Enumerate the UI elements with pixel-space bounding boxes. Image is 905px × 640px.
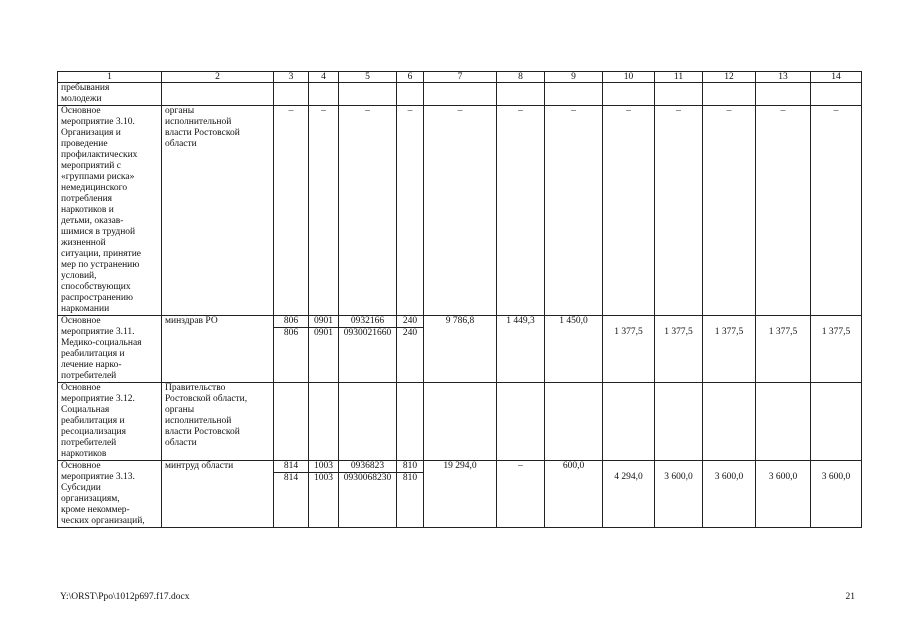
- dash-cell: –: [655, 106, 703, 316]
- total-value: 19 294,0: [424, 461, 497, 528]
- expense-type: 240: [402, 328, 418, 338]
- section-code-cell: [309, 316, 339, 383]
- executor-line: области: [165, 139, 197, 149]
- grbs-code-cell: [274, 461, 309, 528]
- activity-name-line: потребления: [61, 194, 113, 204]
- header-row: [58, 72, 862, 83]
- dash-cell: –: [397, 106, 424, 316]
- header-col-1: 1: [58, 72, 162, 83]
- activity-name-cell: [58, 461, 162, 528]
- table-row: [58, 383, 862, 461]
- dash-cell: –: [545, 106, 603, 316]
- activity-name-line: мероприятие 3.10.: [61, 117, 135, 127]
- activity-name-line: пребывания: [61, 83, 110, 93]
- executor-line: области: [165, 438, 197, 448]
- header-col-6: 6: [397, 72, 424, 83]
- expense-type: 240: [397, 316, 423, 328]
- activity-name-line: мероприятий с: [61, 161, 121, 171]
- section-code: 0901: [309, 316, 338, 328]
- activity-name-line: Основное: [61, 106, 101, 116]
- year-value: 3 600,0: [811, 461, 862, 528]
- activity-name-line: ресоциализация: [61, 427, 126, 437]
- grbs-code: 806: [283, 328, 299, 338]
- activity-name-line: наркомании: [61, 304, 110, 314]
- activity-name-line: наркотиков: [61, 449, 107, 459]
- dash-cell: –: [756, 106, 811, 316]
- dash-cell: –: [274, 106, 309, 316]
- activity-name-line: потребителей: [61, 438, 117, 448]
- header-col-12: 12: [703, 72, 756, 83]
- activity-name-cell: [58, 316, 162, 383]
- activity-name-line: мероприятие 3.11.: [61, 327, 135, 337]
- dash-cell: –: [603, 106, 655, 316]
- year-value: 3 600,0: [655, 461, 703, 528]
- dash-cell: –: [811, 106, 862, 316]
- header-col-11: 11: [655, 72, 703, 83]
- executor-cell: [162, 316, 274, 383]
- header-col-2: 2: [162, 72, 274, 83]
- dash-cell: –: [339, 106, 397, 316]
- year-value: 1 377,5: [655, 316, 703, 383]
- activity-name-line: жизненной: [61, 238, 106, 248]
- target-code-cell: [339, 461, 397, 528]
- target-code: 0930068230: [343, 473, 392, 483]
- activity-name-line: немедицинского: [61, 183, 128, 193]
- activity-name-cell: [58, 106, 162, 316]
- year-value: 1 377,5: [756, 316, 811, 383]
- activity-name-line: ческих организаций,: [61, 516, 145, 526]
- activity-name-line: потребителей: [61, 371, 117, 381]
- activity-name-line: способствующих: [61, 282, 131, 292]
- grbs-code: 814: [274, 461, 308, 473]
- executor-line: власти Ростовской: [165, 128, 240, 138]
- activity-name-line: шимися в трудной: [61, 227, 136, 237]
- executor-line: Ростовской области,: [165, 394, 248, 404]
- year-value: 1 377,5: [603, 316, 655, 383]
- activity-name-line: мер по устранению: [61, 260, 140, 270]
- page-number: 21: [845, 592, 855, 602]
- executor-line: исполнительной: [165, 416, 232, 426]
- section-code-cell: [309, 461, 339, 528]
- expense-type-cell: [397, 461, 424, 528]
- activity-name-line: ситуации, принятие: [61, 249, 141, 259]
- grbs-code: 814: [283, 473, 299, 483]
- header-col-9: 9: [545, 72, 603, 83]
- executor-line: минздрав РО: [165, 316, 218, 326]
- activity-name-line: условий,: [61, 271, 97, 281]
- activity-name-line: Субсидии: [61, 483, 101, 493]
- activity-name-line: детьми, оказав-: [61, 216, 124, 226]
- table-row: [58, 106, 862, 316]
- activity-name-line: проведение: [61, 139, 108, 149]
- year-value: 4 294,0: [603, 461, 655, 528]
- header-col-10: 10: [603, 72, 655, 83]
- header-col-14: 14: [811, 72, 862, 83]
- header-col-3: 3: [274, 72, 309, 83]
- expense-type: 810: [402, 473, 418, 483]
- expense-type: 810: [397, 461, 423, 473]
- executor-line: органы: [165, 405, 195, 415]
- year-value: 3 600,0: [703, 461, 756, 528]
- year-value: 600,0: [545, 461, 603, 528]
- activity-name-line: мероприятие 3.13.: [61, 472, 135, 482]
- activity-name-line: Социальная: [61, 405, 110, 415]
- activity-name-line: Основное: [61, 461, 101, 471]
- executor-line: исполнительной: [165, 117, 232, 127]
- dash-cell: –: [424, 106, 497, 316]
- header-col-4: 4: [309, 72, 339, 83]
- grbs-code-cell: [274, 316, 309, 383]
- activity-name-line: профилактических: [61, 150, 138, 160]
- activity-name-line: наркотиков и: [61, 205, 114, 215]
- table-row: [58, 83, 862, 106]
- document-path: Y:\ORST\Ppo\1012p697.f17.docx: [60, 592, 190, 602]
- section-code: 0901: [314, 328, 333, 338]
- executor-line: органы: [165, 106, 195, 116]
- activity-name-line: реабилитация и: [61, 416, 125, 426]
- header-col-7: 7: [424, 72, 497, 83]
- year-value: 1 449,3: [497, 316, 545, 383]
- executor-line: Правительство: [165, 383, 226, 393]
- dash-cell: –: [309, 106, 339, 316]
- header-col-8: 8: [497, 72, 545, 83]
- header-col-13: 13: [756, 72, 811, 83]
- target-code-cell: [339, 316, 397, 383]
- activity-name-line: Организация и: [61, 128, 121, 138]
- activity-name-line: лечение нарко-: [61, 360, 122, 370]
- executor-cell: [162, 461, 274, 528]
- dash-cell: –: [497, 106, 545, 316]
- budget-table: [57, 71, 862, 528]
- activity-name-line: реабилитация и: [61, 349, 125, 359]
- section-code: 1003: [314, 473, 333, 483]
- section-code: 1003: [309, 461, 338, 473]
- activity-name-line: распространению: [61, 293, 134, 303]
- target-code: 0930021660: [343, 328, 392, 338]
- target-code: 0932166: [339, 316, 396, 328]
- activity-name-line: кроме некоммер-: [61, 505, 130, 515]
- total-value: 9 786,8: [424, 316, 497, 383]
- expense-type-cell: [397, 316, 424, 383]
- header-col-5: 5: [339, 72, 397, 83]
- grbs-code: 806: [274, 316, 308, 328]
- activity-name-line: организациям,: [61, 494, 120, 504]
- year-value: –: [497, 461, 545, 528]
- activity-name-line: Основное: [61, 383, 101, 393]
- executor-cell: [162, 383, 274, 461]
- year-value: 1 377,5: [703, 316, 756, 383]
- dash-cell: –: [703, 106, 756, 316]
- year-value: 1 450,0: [545, 316, 603, 383]
- activity-name-line: молодежи: [61, 94, 102, 104]
- activity-name-line: Основное: [61, 316, 101, 326]
- table-row: [58, 316, 862, 383]
- activity-name-cell: [58, 383, 162, 461]
- activity-name-line: мероприятие 3.12.: [61, 394, 135, 404]
- year-value: 1 377,5: [811, 316, 862, 383]
- activity-name-line: Медико-социальная: [61, 338, 142, 348]
- year-value: 3 600,0: [756, 461, 811, 528]
- executor-cell: [162, 106, 274, 316]
- activity-name-cell: [58, 83, 162, 106]
- table-row: [58, 461, 862, 528]
- activity-name-line: «группами риска»: [61, 172, 135, 182]
- executor-line: минтруд области: [165, 461, 234, 471]
- executor-line: власти Ростовской: [165, 427, 240, 437]
- target-code: 0936823: [339, 461, 396, 473]
